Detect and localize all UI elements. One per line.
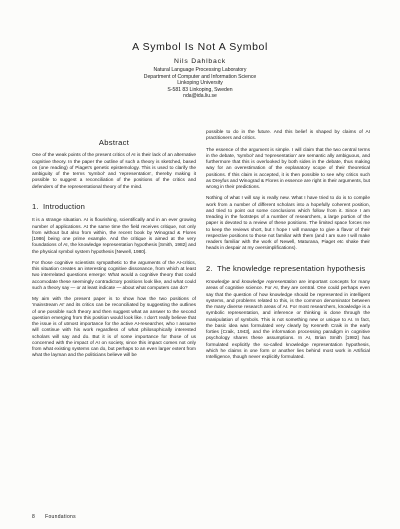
affiliation-line: Natural Language Processing Laboratory: [153, 67, 247, 73]
section-number: 2.: [206, 263, 213, 273]
emphasis-knowledge-representation: knowledge representation: [241, 280, 297, 285]
page-number: 8: [32, 514, 36, 520]
affiliation-line: S-581 83 Linkoping, Sweden: [167, 86, 233, 93]
author-name: Nils Dahlback: [174, 58, 226, 65]
section-number: 1.: [32, 201, 39, 211]
abstract-heading: Abstract: [98, 138, 130, 147]
page-footer: [32, 514, 86, 520]
paper-title: A Symbol Is Not A Symbol: [132, 41, 268, 53]
footer-section-name: Foundations: [45, 514, 76, 520]
emphasis-knowledge: Knowledge: [206, 280, 230, 285]
text-run: and: [229, 280, 242, 285]
affiliation-line: Department of Computer and Information Science: [143, 73, 257, 80]
body-paragraph: It is a strange situation. AI is flourishing, scientifically and in an ever growing number of applications. At the same time the field receives critique, not only from without but also from within, the recent book by Winograd & Flores [1986] being one prime example. And the critique is aimed at the very foundations of AI, the knowledge representation hypothesis [Smith, 1982] and the physical symbol system hypothesis [Newell, 1980].: [32, 218, 196, 255]
body-paragraph: The essence of the argument is simple. I will claim that the two central terms in the debate, 'symbol' and 'representation' are semantic ally ambiguous, and furthermore that this is overlooked by both sides in the debate, thus making way for an overestimation of the explanatory scope of their theoretical positions. If this claim is accepted, it is then possible to see why critics such as Dreyfus and Winograd & Flores in essence are right in their arguments, but wrong in their predictions.: [206, 147, 370, 190]
text-run: are important concepts for many areas of cognitive science. For AI, they are central. One could perhaps even say that the question of how knowledge should be represented in intelligent systems, and problems related to this, is the common denominator between the many diverse research areas of AI. For most researchers, knowledge is a symbolic representation, and inference or thinking is done through the manipulation of symbols. This is not something new or unique to AI. In fact, the basic idea was formulated very clearly by Kenneth Craik in the early forties [Craik, 1943], and the information processing paradigm in cognitive psychology shares these assumptions. In AI, Brian Smith [1982] has formulated explicitly the so-called knowledge representation hypothesis, which he claims in one form or another lies behind most work in Artificial Intelligence, though never explicitly formulated.: [206, 280, 370, 360]
affiliation-line: Linkoping University: [177, 80, 223, 87]
section-heading-knowledge-representation: [206, 265, 370, 274]
left-column: [32, 140, 196, 365]
body-paragraph: My aim with the present paper is to show how the two positions of 'mainstream AI' and its critics can be reconciliated by suggesting the outlines of one possible such theory and then suggest what an answer to the second question emerging from this position would look like. I don't really believe that the issue is of utmost importance for the active AI-researcher, who I assume will continue with his work regardless of what philosophically interested scholars will say and do. But it is of some importance for those of us concerned with the impact of AI on society, since this impact comes not only from what existing systems can do, but perhaps to an even larger extent from what the layman and the politicians believe will be: [32, 297, 196, 359]
section-title: The knowledge representation hypothesis: [217, 263, 366, 273]
body-paragraph: Nothing of what I will say is really new. What I have tried to do is to compile work from a number of different scholars into a hopefully coherent position, and tried to point out some conclusions which follow from it. Since I am treading in the footsteps of a number of researchers, a large portion of the paper is devoted to a review of these positions. The limited space forces me to keep the reviews short, but I hope I will manage to give a flavor of their respective positions to those not familiar with them (and I am sure I will make readers familiar with the work of Newell, Maturana, Piaget etc shake their heads in despair at my oversimplifications).: [206, 196, 370, 252]
paper-header: [0, 41, 400, 100]
section-heading-introduction: [32, 203, 196, 212]
right-column: [206, 130, 370, 366]
body-paragraph: [206, 280, 370, 361]
author-email: nda@ida.liu.se: [183, 93, 217, 100]
abstract-text: One of the weak points of the present critics of AI is their lack of an alternative cognitive theory. In the paper the outline of such a theory is sketched, based on (one reading) of Piaget's genetic epistemology. This is used to clarify the ambiguity of the terms 'symbol' and 'representation', thereby making it possible to suggest a reconciliation of the positions of the critics and defenders of the representational theory of the mind.: [32, 153, 196, 190]
author-affiliation: [0, 67, 400, 100]
body-paragraph: For those cognitive scientists sympathetic to the arguments of the AI-critics, this situation creates an interesting cognitive dissonance, from which at least two interrelated questions emerge: What would a cognitive theory that could accomodate these seemingly contradictory positions look like, and what could such a theory say — or at least indicate — about what computers can do?: [32, 260, 196, 291]
section-title: Introduction: [43, 201, 86, 211]
body-paragraph: possible to do in the future. And this belief is shaped by claims of AI practitioners and critics.: [206, 130, 370, 142]
